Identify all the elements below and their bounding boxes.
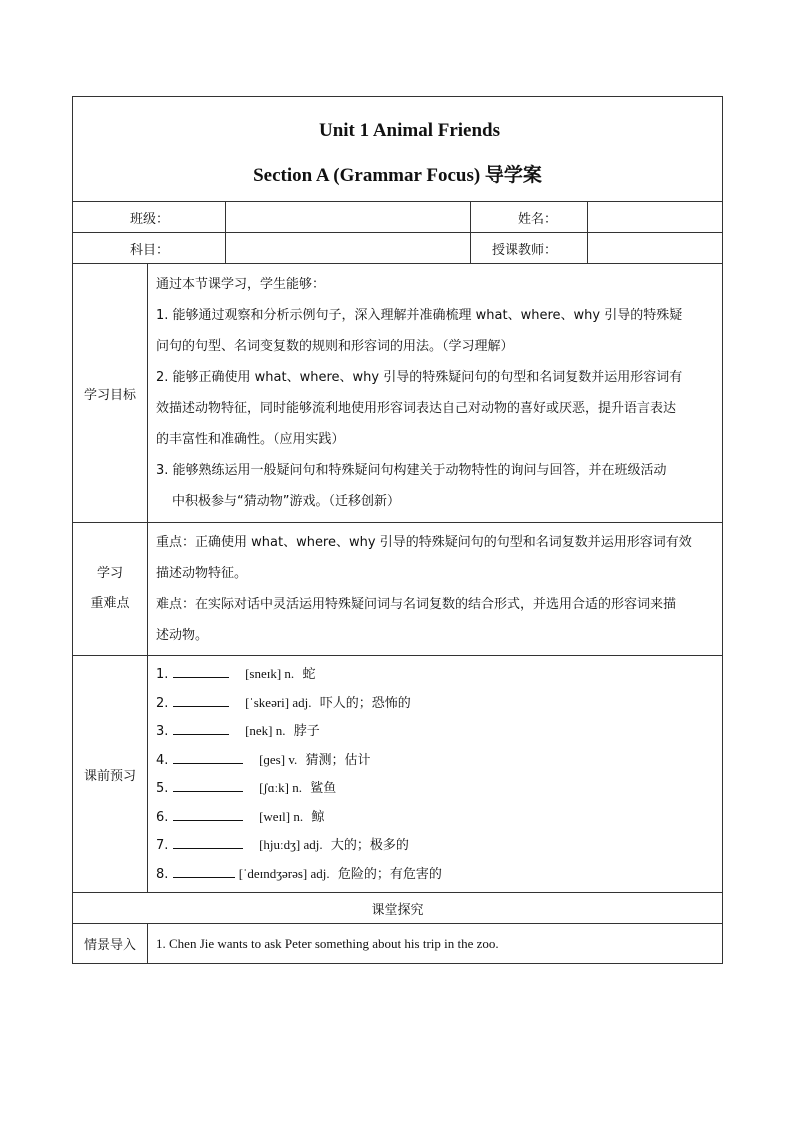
vocab-phonetic: [ˈskeəri] adj. [245, 694, 312, 710]
vocab-item [156, 803, 714, 832]
vocab-item [156, 774, 714, 803]
unit-title: Unit 1 Animal Friends [318, 119, 501, 141]
objectives-intro: 通过本节课学习，学生能够： [156, 277, 326, 292]
vocab-meaning: 脖子 [293, 724, 320, 739]
objectives-content [148, 264, 723, 523]
vocab-number: 8. [156, 866, 169, 882]
vocab-blank[interactable] [173, 749, 243, 764]
focus-line-2: 描述动物特征。 [156, 566, 248, 581]
vocab-blank[interactable] [173, 834, 243, 849]
vocab-blank[interactable] [173, 777, 243, 792]
worksheet-table [72, 96, 723, 964]
vocab-number: 7. [156, 838, 169, 853]
vocab-phonetic: [hjuːdʒ] adj. [259, 837, 323, 852]
intro-text: 1. Chen Jie wants to ask Peter something about his trip in the zoo. [148, 924, 723, 964]
difficulty-line-2: 述动物。 [156, 628, 209, 643]
vocab-meaning: 吓人的；恐怖的 [319, 695, 411, 711]
vocab-phonetic: [sneɪk] n. [245, 666, 295, 681]
vocab-item [156, 689, 714, 718]
vocab-blank[interactable] [173, 692, 229, 707]
key-points-content [148, 523, 723, 656]
preview-content [148, 656, 723, 893]
objective-1b: 问句的句型、名词变复数的规则和形容词的用法。（学习理解） [156, 339, 514, 354]
teacher-field[interactable] [588, 233, 723, 264]
vocab-number: 6. [156, 809, 169, 825]
vocab-phonetic: [ʃɑːk] n. [259, 780, 302, 795]
objective-2b: 效描述动物特征，同时能够流利地使用形容词表达自己对动物的喜好或厌恶，提升语言表达 [156, 401, 677, 416]
difficulty-line-1: 难点：在实际对话中灵活运用特殊疑问词与名词复数的结合形式，并选用合适的形容词来描 [156, 597, 677, 612]
vocab-number: 1. [156, 667, 169, 682]
subject-field[interactable] [226, 233, 471, 264]
objective-3b: 中积极参与“猜动物”游戏。（迁移创新） [172, 494, 400, 509]
vocab-phonetic: [ˈdeɪndʒərəs] adj. [238, 865, 330, 881]
vocab-meaning: 危险的；有危害的 [337, 866, 442, 882]
vocab-item [156, 831, 714, 860]
vocab-meaning: 鲸 [311, 809, 325, 825]
key-points-label-1: 学习 [96, 566, 123, 581]
teacher-label: 授课教师： [471, 233, 588, 264]
key-points-label-2: 重难点 [90, 596, 130, 611]
objectives-label: 学习目标 [73, 264, 148, 523]
vocab-number: 2. [156, 695, 169, 711]
class-label: 班级： [73, 202, 226, 233]
vocab-meaning: 鲨鱼 [310, 781, 337, 796]
vocab-item [156, 860, 714, 889]
vocab-blank[interactable] [173, 663, 229, 678]
vocab-item [156, 746, 714, 775]
worksheet [72, 96, 722, 964]
vocab-phonetic: [weɪl] n. [259, 808, 304, 824]
vocab-meaning: 大的；极多的 [330, 838, 409, 853]
vocab-blank[interactable] [173, 720, 229, 735]
vocab-number: 4. [156, 752, 169, 768]
objective-1a: 1. 能够通过观察和分析示例句子，深入理解并准确梳理 what、where、why 引导的特殊疑 [156, 308, 683, 323]
vocab-number: 5. [156, 781, 169, 796]
focus-line-1: 重点：正确使用 what、where、why 引导的特殊疑问句的句型和名词复数并运用形容词有效 [156, 535, 692, 550]
name-label: 姓名： [471, 202, 588, 233]
objective-2c: 的丰富性和准确性。（应用实践） [156, 432, 345, 447]
vocab-meaning: 蛇 [302, 667, 316, 682]
key-points-label [73, 523, 148, 656]
title-block [73, 97, 723, 202]
section-title: Section A (Grammar Focus) 导学案 [253, 164, 542, 186]
subject-label: 科目： [73, 233, 226, 264]
vocab-item [156, 660, 714, 689]
objective-3a: 3. 能够熟练运用一般疑问句和特殊疑问句构建关于动物特性的询问与回答，并在班级活动 [156, 463, 667, 478]
name-field[interactable] [588, 202, 723, 233]
vocab-number: 3. [156, 724, 169, 739]
vocab-blank[interactable] [173, 863, 235, 878]
objective-2a: 2. 能够正确使用 what、where、why 引导的特殊疑问句的句型和名词复数并运用形容词有 [156, 370, 683, 385]
vocab-phonetic: [ɡes] v. [259, 751, 298, 767]
vocab-blank[interactable] [173, 806, 243, 821]
vocab-item [156, 717, 714, 746]
intro-label: 情景导入 [73, 924, 148, 964]
class-field[interactable] [226, 202, 471, 233]
vocab-meaning: 猜测；估计 [305, 752, 371, 768]
preview-label: 课前预习 [73, 656, 148, 893]
explore-header: 课堂探究 [73, 893, 723, 924]
vocab-phonetic: [nek] n. [245, 723, 286, 738]
